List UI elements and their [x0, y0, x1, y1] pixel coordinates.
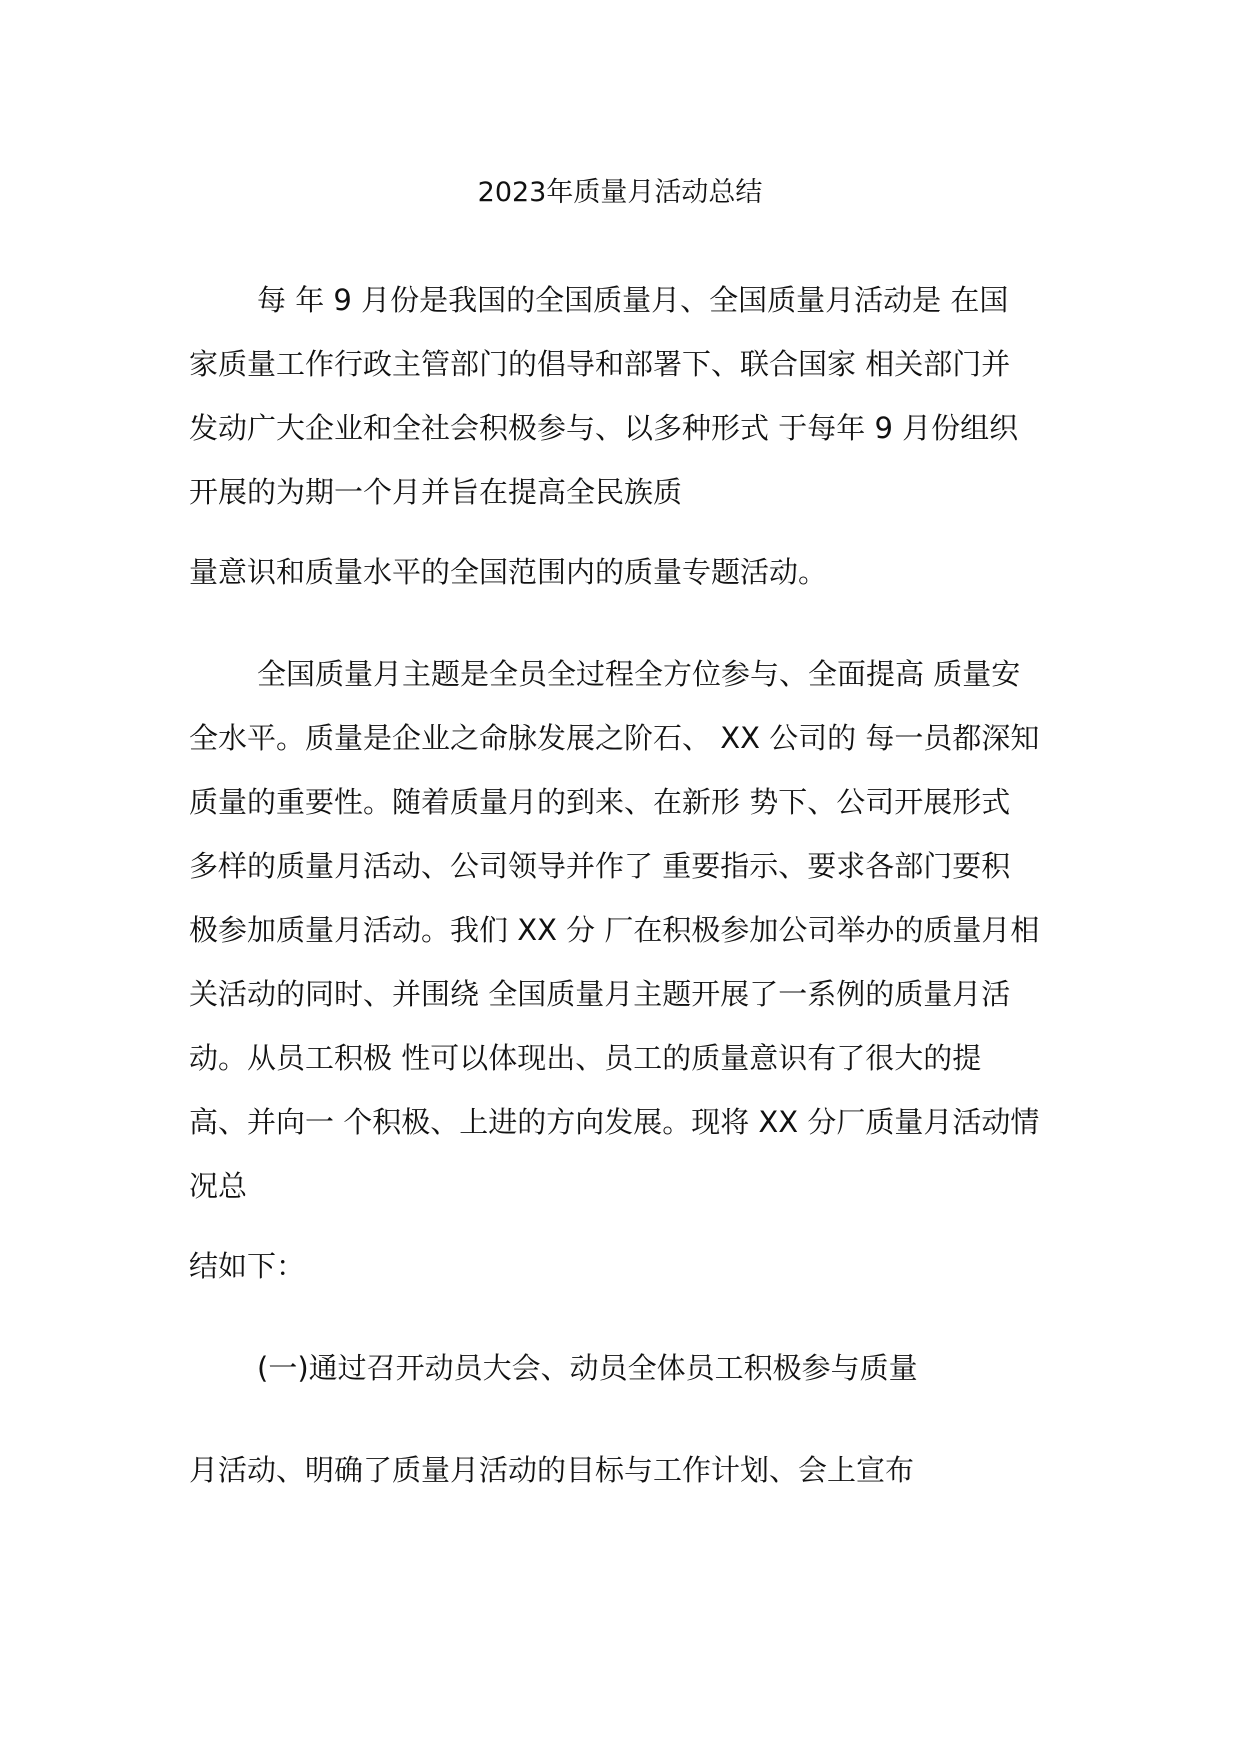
text-line: 家质量工作行政主管部门的倡导和部署下、联合国家 相关部门并: [189, 347, 1011, 381]
text-line: 况总: [189, 1169, 248, 1203]
text-line: 全国质量月主题是全员全过程全方位参与、全面提高 质量安: [257, 657, 1021, 691]
text-line: 月活动、明确了质量月活动的目标与工作计划、会上宣布: [189, 1453, 915, 1487]
text-line: (一)通过召开动员大会、动员全体员工积极参与质量: [257, 1351, 918, 1385]
text-line: 结如下：: [189, 1249, 306, 1283]
text-line: 高、并向一 个积极、上进的方向发展。现将 XX 分厂质量月活动情: [189, 1105, 1040, 1139]
text-line: 关活动的同时、并围绕 全国质量月主题开展了一系例的质量月活: [189, 977, 1011, 1011]
text-line: 开展的为期一个月并旨在提高全民族质: [189, 475, 683, 509]
text-line: 量意识和质量水平的全国范围内的质量专题活动。: [189, 555, 828, 589]
text-line: 极参加质量月活动。我们 XX 分 厂在积极参加公司举办的质量月相: [189, 913, 1040, 947]
text-line: 多样的质量月活动、公司领导并作了 重要指示、要求各部门要积: [189, 849, 1011, 883]
text-line: 发动广大企业和全社会积极参与、以多种形式 于每年 9 月份组织: [189, 411, 1019, 445]
text-line: 动。从员工积极 性可以体现出、员工的质量意识有了很大的提: [189, 1041, 982, 1075]
text-line: 全水平。质量是企业之命脉发展之阶石、 XX 公司的 每一员都深知: [189, 721, 1040, 755]
text-line: 每 年 9 月份是我国的全国质量月、全国质量月活动是 在国: [257, 283, 1009, 317]
text-line: 质量的重要性。随着质量月的到来、在新形 势下、公司开展形式: [189, 785, 1011, 819]
document-title: 2023年质量月活动总结: [477, 177, 763, 208]
